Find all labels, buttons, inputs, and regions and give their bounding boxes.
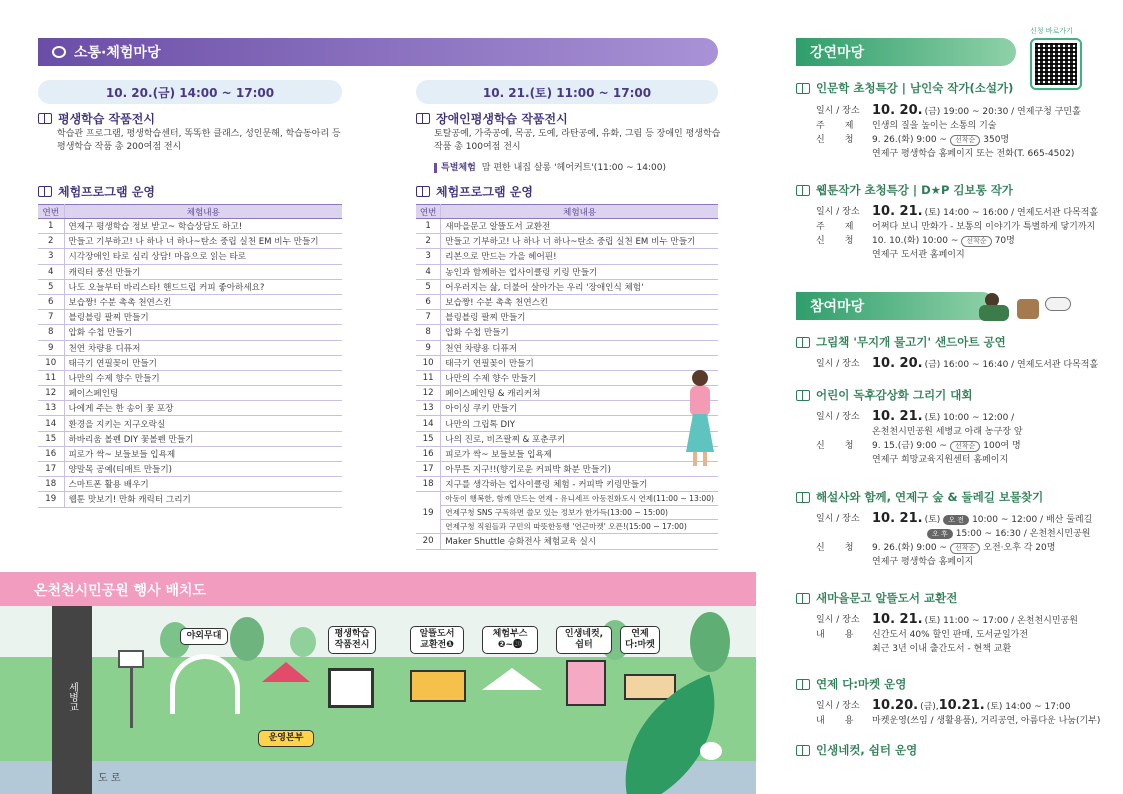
row-number: 8 xyxy=(38,325,64,340)
row-content: 환경을 지키는 지구오락실 xyxy=(64,416,342,431)
row-number: 13 xyxy=(416,401,441,416)
qr-code-link[interactable] xyxy=(1030,38,1082,90)
book-icon xyxy=(796,492,810,503)
row-number: 9 xyxy=(38,340,64,355)
table-row xyxy=(416,520,718,534)
table-row xyxy=(416,310,718,325)
row-content: 천연 차량용 디퓨저 xyxy=(441,340,718,355)
row-number: 16 xyxy=(416,446,441,461)
row-number: 19 xyxy=(416,492,441,534)
row-label: 신 청 xyxy=(816,441,854,451)
row-number: 3 xyxy=(38,249,64,264)
market-title: 연제 다:마켓 운영 xyxy=(816,677,907,691)
table-row xyxy=(416,325,718,340)
sandart-title: 그림책 '무지개 물고기' 샌드아트 공연 xyxy=(816,335,1006,349)
picnic-illustration xyxy=(975,285,1085,327)
date-bar-day2 xyxy=(416,80,718,104)
life4cut-label: 인생네컷, 쉼터 xyxy=(556,626,612,654)
row-content: 양말목 공예(티매트 만들기) xyxy=(64,462,342,477)
book-icon xyxy=(796,745,810,756)
row-label: 주 제 xyxy=(816,222,854,232)
row-number: 12 xyxy=(416,386,441,401)
row-number: 12 xyxy=(38,386,64,401)
row-number: 15 xyxy=(38,431,64,446)
table-row xyxy=(416,431,718,446)
table-row xyxy=(38,492,342,507)
date-rest: (토) 11:00 ~ 17:00 / 온천천시민공원 xyxy=(924,616,1078,626)
row-content: 하바리움 볼펜 DIY 꽃볼펜 만들기 xyxy=(64,431,342,446)
row-number: 7 xyxy=(38,310,64,325)
section-header-participation xyxy=(796,292,996,320)
program-heading xyxy=(38,183,155,200)
apply-method: 연제구 도서관 홈페이지 xyxy=(872,250,965,260)
table-row xyxy=(416,386,718,401)
row-label: 신 청 xyxy=(816,543,854,553)
trail-title: 해설사와 함께, 연제구 숲 & 둘레길 보물찾기 xyxy=(816,490,1044,504)
row-label: 일시 / 장소 xyxy=(816,359,860,369)
row-number: 2 xyxy=(38,234,64,249)
row-number: 4 xyxy=(38,264,64,279)
afternoon-badge: 오 후 xyxy=(927,529,953,539)
book-icon xyxy=(796,593,810,604)
apply-value: 10. 10.(화) 10:00 ~ xyxy=(872,236,959,246)
sandart-details xyxy=(816,357,1116,372)
bookswap-label: 알뜰도서 교환전❶ xyxy=(410,626,464,654)
row-label: 일시 / 장소 xyxy=(816,514,860,524)
first-come-badge: 선착순 xyxy=(950,441,980,452)
row-number: 6 xyxy=(38,294,64,309)
date-value: 10. 21. xyxy=(872,409,923,424)
table-row xyxy=(416,340,718,355)
trail-heading xyxy=(796,489,1043,505)
lecture1-details xyxy=(816,104,1116,161)
table-row xyxy=(416,249,718,264)
row-content: 블링블링 팔찌 만들기 xyxy=(441,310,718,325)
exhibit-title: 평생학습 작품전시 xyxy=(58,112,155,126)
row-number: 16 xyxy=(38,446,64,461)
row-content: 나만의 그립톡 DIY xyxy=(441,416,718,431)
book-icon xyxy=(796,679,810,690)
col-header-content: 체험내용 xyxy=(441,205,718,219)
lecture1-heading xyxy=(796,80,1013,96)
row-content: 연제구청 SNS 구독하면 쓸모 있는 정보가 한가득(13:00 ~ 15:00) xyxy=(441,506,718,520)
row-content: 압화 수첩 만들기 xyxy=(64,325,342,340)
table-row xyxy=(38,325,342,340)
row-content: 나만의 수제 향수 만들기 xyxy=(64,370,342,385)
row-label: 신 청 xyxy=(816,236,854,246)
content-value: 신간도서 40% 할인 판매, 도서균일가전 xyxy=(872,630,1029,640)
date-rest: (금) 16:00 ~ 16:40 / 연제도서관 다목적홀 xyxy=(924,360,1099,370)
date-text: 10. 20.(금) 14:00 ~ 17:00 xyxy=(105,85,275,100)
table-row xyxy=(38,294,342,309)
table-row xyxy=(38,416,342,431)
row-content: 태극기 연필꽂이 만들기 xyxy=(64,355,342,370)
stage-label: 야외무대 xyxy=(180,628,228,645)
date-rest: (토) 14:00 ~ 17:00 xyxy=(986,702,1071,712)
date-rest: (금) 19:00 ~ 20:30 / 연제구청 구민홀 xyxy=(924,107,1081,117)
row-label: 일시 / 장소 xyxy=(816,615,860,625)
exhibit-line: 평생학습 작품 총 200여점 전시 xyxy=(57,142,182,152)
book-icon xyxy=(38,186,52,197)
lecture2-details xyxy=(816,205,1116,262)
table-row xyxy=(38,279,342,294)
row-content: 연제구청 직원들과 구민의 따뜻한동행 '연근마켓' 오픈!(15:00 ~ 17:00) xyxy=(441,520,718,534)
exhibit-line: 학습관 프로그램, 평생학습센터, 똑똑한 클래스, 성인문해, 학습동아리 등 xyxy=(57,129,341,139)
topic-value: 어쩌다 보니 만화가 - 보통의 이야기가 특별하게 닿기까지 xyxy=(872,222,1096,232)
morning-text: 10:00 ~ 12:00 / 배산 둘레길 xyxy=(972,515,1093,525)
event-layout-map xyxy=(0,572,756,794)
row-number: 13 xyxy=(38,401,64,416)
apply-rest: 오전·오후 각 20명 xyxy=(983,543,1056,553)
row-number: 19 xyxy=(38,492,64,507)
book-icon xyxy=(416,113,430,124)
program-table-day2 xyxy=(416,204,718,550)
apply-value: 9. 15.(금) 9:00 ~ xyxy=(872,441,947,451)
row-number: 15 xyxy=(416,431,441,446)
special-label: 특별체험 xyxy=(434,163,476,173)
date-value: 10. 21. xyxy=(872,204,923,219)
map-title: 온천천시민공원 행사 배치도 xyxy=(34,583,207,599)
col-header-content: 체험내용 xyxy=(64,205,342,219)
trail-details xyxy=(816,512,1116,569)
exhibit-label: 평생학습 작품전시 xyxy=(328,626,376,654)
row-content: 아무튼 지구!!(향기로운 커피박 화분 만들기) xyxy=(441,462,718,477)
row-number: 10 xyxy=(38,355,64,370)
market-label: 연제 다:마켓 xyxy=(620,626,660,654)
section-header-communication xyxy=(38,38,718,66)
booth-label: 체험부스 ❷~⓴ xyxy=(482,626,538,654)
table-row xyxy=(38,370,342,385)
col-header-no: 연번 xyxy=(38,205,64,219)
market-details xyxy=(816,699,1116,728)
table-row xyxy=(38,340,342,355)
row-content: 새마을문고 알뜰도서 교환전 xyxy=(441,219,718,234)
book-icon xyxy=(796,185,810,196)
afternoon-text: 15:00 ~ 16:30 / 온천천시민공원 xyxy=(955,529,1091,539)
lecture2-heading xyxy=(796,182,1013,198)
apply-value: 9. 26.(화) 9:00 ~ xyxy=(872,543,947,553)
woman-photographer-illustration xyxy=(680,370,720,470)
table-row xyxy=(416,370,718,385)
apply-method: 연제구 희망교육지원센터 홈페이지 xyxy=(872,455,1009,465)
book-icon xyxy=(796,83,810,94)
row-label: 주 제 xyxy=(816,121,854,131)
row-content: 지구를 생각하는 업사이클링 체험 - 커피박 키링만들기 xyxy=(441,477,718,492)
date-bar-day1 xyxy=(38,80,342,104)
bookswap-title: 새마을문고 알뜰도서 교환전 xyxy=(816,591,958,605)
row-number: 10 xyxy=(416,355,441,370)
date-mid: (금), xyxy=(920,702,939,712)
date-rest: (토) xyxy=(924,515,941,525)
hq-label: 운영본부 xyxy=(258,730,314,747)
sandart-heading xyxy=(796,334,1006,350)
row-content: 보습짱! 수분 촉촉 천연스킨 xyxy=(441,294,718,309)
table-row xyxy=(38,386,342,401)
book-icon xyxy=(416,186,430,197)
row-content: 나도 오늘부터 바리스타! 핸드드립 커피 좋아하세요? xyxy=(64,279,342,294)
row-number: 8 xyxy=(416,325,441,340)
bookswap-details xyxy=(816,613,1116,656)
section-title: 소통·체험마당 xyxy=(74,45,161,61)
row-label: 일시 / 장소 xyxy=(816,412,860,422)
table-row xyxy=(416,492,718,506)
row-number: 17 xyxy=(38,462,64,477)
apply-rest: 100여 명 xyxy=(983,441,1021,451)
row-label: 일시 / 장소 xyxy=(816,207,860,217)
section-title: 강연마당 xyxy=(810,45,865,61)
drawing-details xyxy=(816,410,1116,467)
table-row xyxy=(38,249,342,264)
exhibit-line: 작품 총 100여점 전시 xyxy=(434,142,521,152)
table-row xyxy=(416,264,718,279)
row-content: Maker Shuttle 승화전사 체험교육 실시 xyxy=(441,534,718,549)
first-come-badge: 선착순 xyxy=(961,236,991,247)
program-title: 체험프로그램 운영 xyxy=(436,185,533,199)
table-row xyxy=(38,264,342,279)
row-number: 14 xyxy=(38,416,64,431)
table-row xyxy=(38,477,342,492)
table-row xyxy=(38,401,342,416)
date-value: 10. 20. xyxy=(872,356,923,371)
exhibit-description xyxy=(434,128,724,154)
book-icon xyxy=(38,113,52,124)
content-value: 마켓운영(쓰임 / 생활용품), 거리공연, 아름다운 나눔(기부) xyxy=(872,716,1101,726)
date-text: 10. 21.(토) 11:00 ~ 17:00 xyxy=(482,85,652,100)
row-content: 압화 수첩 만들기 xyxy=(441,325,718,340)
row-label: 신 청 xyxy=(816,135,854,145)
table-row xyxy=(416,401,718,416)
qr-label: 신청 바로가기 xyxy=(1030,27,1073,35)
row-number: 1 xyxy=(38,219,64,234)
exhibit-heading xyxy=(38,110,155,127)
program-heading xyxy=(416,183,533,200)
table-row xyxy=(38,355,342,370)
table-row xyxy=(38,462,342,477)
exhibit-title: 장애인평생학습 작품전시 xyxy=(436,112,568,126)
apply-method: 연제구 평생학습 홈페이지 또는 전화(T. 665-4502) xyxy=(872,149,1075,159)
row-content: 나에게 주는 한 송이 꽃 포장 xyxy=(64,401,342,416)
row-content: 태극기 연필꽂이 만들기 xyxy=(441,355,718,370)
row-content: 어우러지는 삶, 더불어 살아가는 우리 '장애인식 체험' xyxy=(441,279,718,294)
market-heading xyxy=(796,676,906,692)
program-table-day1 xyxy=(38,204,342,508)
row-label: 내 용 xyxy=(816,630,854,640)
drawing-heading xyxy=(796,387,972,403)
lecture1-title: 인문학 초청특강 | 남인숙 작가(소설가) xyxy=(816,81,1014,95)
table-row xyxy=(416,534,718,549)
table-row xyxy=(38,431,342,446)
row-number: 1 xyxy=(416,219,441,234)
life4cut-heading xyxy=(796,742,917,758)
book-icon xyxy=(796,390,810,401)
row-number: 18 xyxy=(416,477,441,492)
row-label: 내 용 xyxy=(816,716,854,726)
row-number: 11 xyxy=(38,370,64,385)
row-content: 나만의 수제 향수 만들기 xyxy=(441,370,718,385)
exhibit-line: 토탈공예, 가죽공예, 목공, 도예, 라탄공예, 유화, 그림 등 장애인 평생학습 xyxy=(434,129,721,139)
row-content: 아이싱 쿠키 만들기 xyxy=(441,401,718,416)
row-label: 일시 / 장소 xyxy=(816,106,860,116)
date-rest: (토) 14:00 ~ 16:00 / 연제도서관 다목적홀 xyxy=(924,208,1099,218)
table-row xyxy=(416,506,718,520)
row-number: 9 xyxy=(416,340,441,355)
row-number: 7 xyxy=(416,310,441,325)
row-number: 17 xyxy=(416,462,441,477)
date-value: 10. 21. xyxy=(872,511,923,526)
row-content: 연제구 평생학습 정보 받고~ 학습상담도 하고! xyxy=(64,219,342,234)
row-number: 5 xyxy=(38,279,64,294)
exhibit-description xyxy=(57,128,347,154)
row-number: 11 xyxy=(416,370,441,385)
book-icon xyxy=(796,337,810,348)
special-experience xyxy=(434,162,666,175)
row-content: 스마트폰 활용 배우기 xyxy=(64,477,342,492)
row-number: 14 xyxy=(416,416,441,431)
row-number: 4 xyxy=(416,264,441,279)
section-title: 참여마당 xyxy=(810,299,865,315)
morning-badge: 오 전 xyxy=(943,515,969,525)
date-value: 10. 20. xyxy=(872,103,923,118)
row-content: 농인과 함께하는 업사이클링 키링 만들기 xyxy=(441,264,718,279)
date-value: 10.20. xyxy=(872,698,919,713)
road-label: 도 로 xyxy=(98,773,121,784)
row-content: 보습짱! 수분 촉촉 천연스킨 xyxy=(64,294,342,309)
qr-code-icon xyxy=(1035,43,1077,85)
table-row xyxy=(38,310,342,325)
special-text: 맘 편한 내집 살롱 '헤어커트'(11:00 ~ 14:00) xyxy=(481,163,666,173)
apply-method: 연제구 평생학습 홈페이지 xyxy=(872,557,974,567)
table-row xyxy=(416,294,718,309)
row-number: 5 xyxy=(416,279,441,294)
topic-value: 인생의 질을 높이는 소통의 기술 xyxy=(872,121,997,131)
row-content: 페이스페인팅 & 캐리커쳐 xyxy=(441,386,718,401)
col-header-no: 연번 xyxy=(416,205,441,219)
table-row xyxy=(416,279,718,294)
row-content: 웹툰 맛보기! 만화 캐릭터 그리기 xyxy=(64,492,342,507)
row-number: 18 xyxy=(38,477,64,492)
row-label: 일시 / 장소 xyxy=(816,701,860,711)
row-content: 피로가 싹~ 보들보들 입욕제 xyxy=(441,446,718,461)
row-content: 시각장애인 타로 심리 상담! 마음으로 읽는 타로 xyxy=(64,249,342,264)
table-row xyxy=(416,355,718,370)
row-number: 20 xyxy=(416,534,441,549)
content-value: 최근 3년 이내 출간도서 - 현책 교환 xyxy=(872,644,1012,654)
row-number: 6 xyxy=(416,294,441,309)
row-content: 아동이 행복한, 함께 만드는 연제 - 유니세프 아동친화도시 연제(11:00 ~ 13:00) xyxy=(441,492,718,506)
table-row xyxy=(38,219,342,234)
row-content: 만들고 기부하고! 나 하나 너 하나~탄소 중립 실천 EM 비누 만들기 xyxy=(441,234,718,249)
row-content: 리본으로 만드는 가을 헤어핀! xyxy=(441,249,718,264)
row-number: 2 xyxy=(416,234,441,249)
table-row xyxy=(38,234,342,249)
drawing-title: 어린이 독후감상화 그리기 대회 xyxy=(816,388,973,402)
table-row xyxy=(416,219,718,234)
table-row xyxy=(416,477,718,492)
bookswap-heading xyxy=(796,590,957,606)
lecture2-title: 웹툰작가 초청특강 | D★P 김보통 작가 xyxy=(816,183,1013,197)
first-come-badge: 선착순 xyxy=(950,135,980,146)
program-title: 체험프로그램 운영 xyxy=(58,185,155,199)
row-content: 캐릭터 풍선 만들기 xyxy=(64,264,342,279)
section-header-lecture xyxy=(796,38,1016,66)
date-rest: (토) 10:00 ~ 12:00 / xyxy=(924,413,1015,423)
apply-rest: 350명 xyxy=(983,135,1010,145)
table-row xyxy=(38,446,342,461)
apply-value: 9. 26.(화) 9:00 ~ xyxy=(872,135,947,145)
apply-rest: 70명 xyxy=(994,236,1015,246)
row-content: 블링블링 팔찌 만들기 xyxy=(64,310,342,325)
first-come-badge: 선착순 xyxy=(950,543,980,554)
date-value: 10. 21. xyxy=(872,612,923,627)
row-content: 천연 차량용 디퓨저 xyxy=(64,340,342,355)
exhibit-heading xyxy=(416,110,568,127)
table-row xyxy=(416,462,718,477)
table-row xyxy=(416,234,718,249)
date-value: 10.21. xyxy=(938,698,985,713)
table-row xyxy=(416,416,718,431)
row-number: 3 xyxy=(416,249,441,264)
table-row xyxy=(416,446,718,461)
row-content: 피로가 싹~ 보들보들 입욕제 xyxy=(64,446,342,461)
chat-icon xyxy=(52,46,66,58)
row-content: 만들고 기부하고! 나 하나 너 하나~탄소 중립 실천 EM 비누 만들기 xyxy=(64,234,342,249)
row-content: 나의 진로, 비즈팔찌 & 포춘쿠키 xyxy=(441,431,718,446)
bridge-label: 세병교 xyxy=(66,682,78,712)
place-value: 온천천시민공원 세병교 아래 농구장 앞 xyxy=(872,427,1023,437)
row-content: 페이스페인팅 xyxy=(64,386,342,401)
life4cut-title: 인생네컷, 쉼터 운영 xyxy=(816,743,918,757)
